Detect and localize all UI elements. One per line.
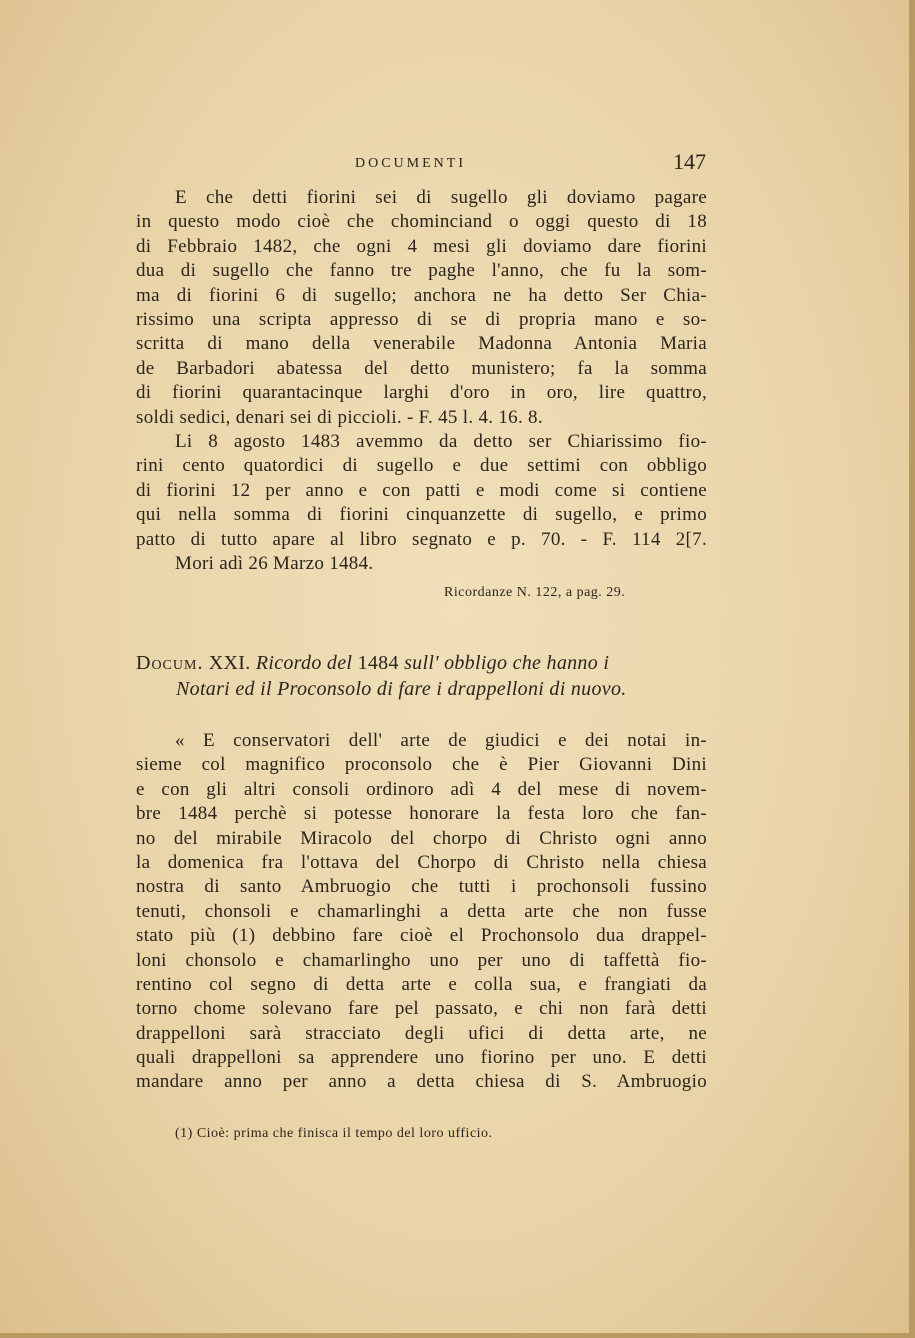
text-line: E che detti fiorini sei di sugello gli doviamo pagare bbox=[175, 187, 707, 208]
paragraph-1 bbox=[136, 186, 707, 430]
doc-number: XXI. bbox=[208, 652, 251, 674]
footnote: (1) Cioè: prima che finisca il tempo del loro ufficio. bbox=[175, 1126, 493, 1141]
text-line: di fiorini 12 per anno e con patti e modi come si contiene bbox=[136, 479, 707, 501]
text-line: soldi sedici, denari sei di piccioli. - F. 45 l. 4. 16. 8. bbox=[136, 406, 543, 428]
text-line: rentino col segno di detta arte e colla sua, e frangiati da bbox=[136, 973, 707, 995]
text-line: Li 8 agosto 1483 avemmo da detto ser Chiarissimo fio- bbox=[175, 431, 707, 452]
heading-line-2 bbox=[136, 676, 707, 702]
page-edge-bottom bbox=[0, 1333, 915, 1338]
heading-line-1 bbox=[136, 650, 707, 676]
document-heading bbox=[136, 650, 707, 702]
text-line: drappelloni sarà stracciato degli ufici di detta arte, ne bbox=[136, 1022, 707, 1044]
text-line: dua di sugello che fanno tre paghe l'anno, che fu la som- bbox=[136, 260, 707, 282]
text-line: sieme col magnifico proconsolo che è Pier Giovanni Dini bbox=[136, 754, 707, 776]
paragraph-4 bbox=[136, 729, 707, 1095]
page-edge-right bbox=[909, 0, 915, 1338]
text-line: tenuti, chonsoli e chamarlinghi a detta arte che non fusse bbox=[136, 900, 707, 922]
text-line: qui nella somma di fiorini cinquanzette di sugello, e primo bbox=[136, 504, 707, 526]
text-line: patto di tutto apare al libro segnato e p. 70. - F. 114 2[7. bbox=[136, 528, 707, 550]
text-line: in questo modo cioè che chominciand o oggi questo di 18 bbox=[136, 211, 707, 233]
text-line: loni chonsolo e chamarlingho uno per uno di taffettà fio- bbox=[136, 949, 707, 971]
doc-year: 1484 bbox=[357, 652, 399, 674]
text-line: di fiorini quarantacinque larghi d'oro in oro, lire quattro, bbox=[136, 382, 707, 404]
doc-label: Docum. bbox=[136, 652, 204, 674]
text-line: nostra di santo Ambruogio che tutti i prochonsoli fussino bbox=[136, 876, 707, 898]
doc-title-line-2: Notari ed il Proconsolo di fare i drappelloni di nuovo. bbox=[176, 678, 627, 700]
text-line: torno chome solevano fare pel passato, e chi non farà detti bbox=[136, 998, 707, 1020]
doc-title-part-1: Ricordo del bbox=[255, 652, 353, 674]
text-line: stato più (1) debbino fare cioè el Prochonsolo dua drappel- bbox=[136, 925, 707, 947]
text-line: de Barbadori abatessa del detto munistero; fa la somma bbox=[136, 357, 707, 379]
page-number: 147 bbox=[673, 149, 706, 174]
paragraph-2 bbox=[136, 430, 707, 552]
text-line: quali drappelloni sa apprendere uno fiorino per uno. E detti bbox=[136, 1047, 707, 1069]
text-line: no del mirabile Miracolo del chorpo di Christo ogni anno bbox=[136, 827, 707, 849]
text-line: la domenica fra l'ottava del Chorpo di Christo nella chiesa bbox=[136, 851, 707, 873]
text-line: « E conservatori dell' arte de giudici e dei notai in- bbox=[175, 730, 707, 751]
text-line: ma di fiorini 6 di sugello; anchora ne ha detto Ser Chia- bbox=[136, 284, 707, 306]
text-line: rini cento quatordici di sugello e due settimi con obbligo bbox=[136, 455, 707, 477]
doc-title-part-2: sull' obbligo che hanno i bbox=[404, 652, 610, 674]
text-line: scritta di mano della venerabile Madonna Antonia Maria bbox=[136, 333, 707, 355]
text-line: mandare anno per anno a detta chiesa di S. Ambruogio bbox=[136, 1071, 707, 1093]
paragraph-3 bbox=[136, 552, 707, 576]
text-line: e con gli altri consoli ordinoro adì 4 del mese di novem- bbox=[136, 778, 707, 800]
text-line: bre 1484 perchè si potesse honorare la festa loro che fan- bbox=[136, 803, 707, 825]
text-line: rissimo una scripta appresso di se di propria mano e so- bbox=[136, 308, 707, 330]
running-header: DOCUMENTI bbox=[355, 156, 466, 171]
source-citation: Ricordanze N. 122, a pag. 29. bbox=[444, 585, 626, 600]
text-line: Mori adì 26 Marzo 1484. bbox=[175, 553, 374, 574]
text-line: di Febbraio 1482, che ogni 4 mesi gli doviamo dare fiorini bbox=[136, 235, 707, 257]
